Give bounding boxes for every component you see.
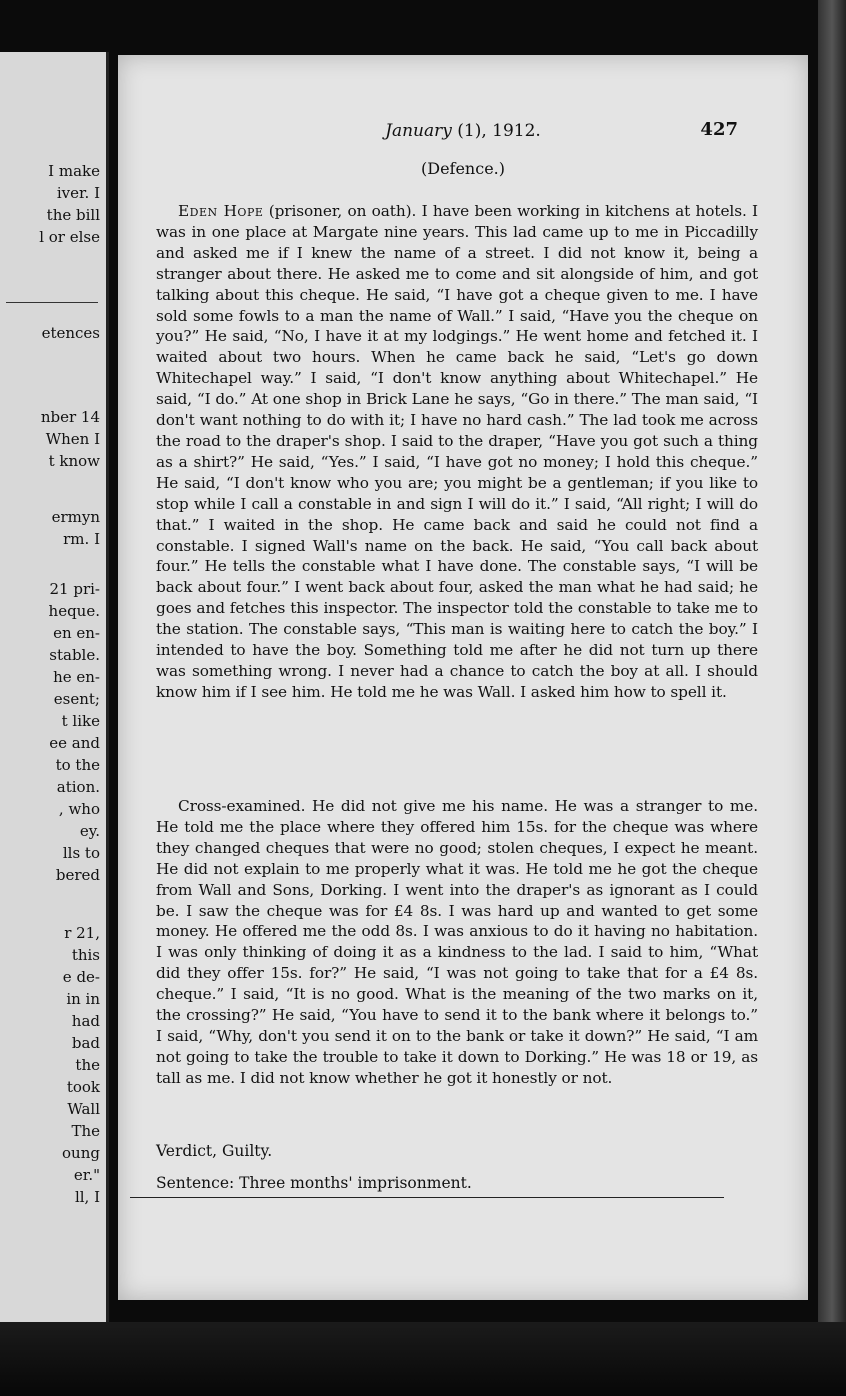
left-page-fragment: er." [73, 1166, 100, 1184]
left-page-fragment: rm. I [63, 530, 100, 548]
left-page-fragment: the [75, 1056, 100, 1074]
prisoner-name: Eden Hope [178, 202, 264, 220]
left-page-fragment: t like [61, 712, 100, 730]
scan-bottom-border [0, 1322, 846, 1396]
left-page-fragment: took [66, 1078, 100, 1096]
left-page-fragment: oung [62, 1144, 100, 1162]
left-page-fragment: stable. [49, 646, 100, 664]
left-page-fragment: , who [58, 800, 100, 818]
verdict: Verdict, Guilty. [156, 1142, 273, 1160]
left-page-fragment: t know [48, 452, 100, 470]
left-page-rule [6, 302, 98, 303]
left-page-fragment: l or else [39, 228, 100, 246]
left-page-fragment: heque. [48, 602, 100, 620]
left-page [0, 52, 109, 1322]
left-page-fragment: When I [45, 430, 100, 448]
page-number: 427 [700, 119, 738, 140]
section-title: (Defence.) [421, 159, 505, 178]
cross-examination-paragraph: Cross-examined. He did not give me his name. He was a stranger to me. He told me the place where they offered him 15s. for the cheque was where they changed cheques that were no good; stolen cheques, I expect he meant. He did not explain to me properly what it was. He told me he got the cheque from Wall and Sons, Dorking. I went into the draper's as ignorant as I could be. I saw the cheque was for £4 8s. I was hard up and wanted to get some money. He offered me the odd 8s. I was anxious to do it having no habitation. I was only thinking of doing it as a kindness to the lad. I said to him, “What did they offer 15s. for?” He said, “I was not going to take that for a £4 8s. cheque.” I said, “It is no good. What is the meaning of the two marks on it, the crossing?” He said, “You have to send it to the bank where it belongs to.” I said, “Why, don't you send it on to the bank or take it down?” He said, “I am not going to take the trouble to take it down to Dorking.” He was 18 or 19, as tall as me. I did not know whether he got it honestly or not. [156, 797, 758, 1087]
left-page-fragment: e de- [62, 968, 100, 986]
left-page-fragment: r 21, [64, 924, 100, 942]
header-date-rest: (1), 1912. [457, 121, 541, 141]
header-month: January [385, 121, 452, 141]
left-page-fragment: I make [48, 162, 100, 180]
left-page-fragment: ermyn [51, 508, 100, 526]
left-page-fragment: iver. I [56, 184, 100, 202]
left-page-fragment: bered [55, 866, 100, 884]
left-page-fragment: etences [41, 324, 100, 342]
cross-examination-block [156, 796, 758, 1089]
left-page-fragment: 21 pri- [49, 580, 100, 598]
defence-text: (prisoner, on oath). I have been working in kitchens at hotels. I was in one place at Margate nine years. This lad came up to me in Piccadilly and asked me if I knew the name of a street. I did not know it, being a stranger about there. He asked me to come and sit alongside of him, and got talking about this cheque. He said, “I have got a cheque given to me. I have sold some fowls to a man the name of Wall.” I said, “Have you the cheque on you?” He said, “No, I have it at my lodgings.” He went home and fetched it. I waited about two hours. When he came back he said, “Let's go down Whitechapel way.” I said, “I don't know anything about Whitechapel.” He said, “I do.” At one shop in Brick Lane he says, “Go in there.” The man said, “I don't want nothing to do with it; I have no hard cash.” The lad took me across the road to the draper's shop. I said to the draper, “Have you got such a thing as a shirt?” He said, “Yes.” I said, “I have got no money; I hold this cheque.” He said, “I don't know who you are; you might be a gentleman; if you like to stop while I call a constable in and sign I will do it.” I said, “All right; I will do that.” I waited in the shop. He came back and said he could not find a constable. I signed Wall's name on the back. He said, “You call back about four.” He tells the constable what I have done. The constable says, “I will be back about four.” I went back about four, asked the man what he had said; he goes and fetches this inspector. The inspector told the constable to take me to the station. The constable says, “This man is waiting here to catch the boy.” I intended to have the boy. Something told me after he did not turn up there was something wrong. I never had a chance to catch the boy at all. I should know him if I see him. He told me he was Wall. I asked him how to spell it. [156, 202, 758, 701]
document-page [118, 55, 808, 1300]
left-page-fragment: ee and [49, 734, 100, 752]
defence-paragraph-block [156, 201, 758, 703]
bottom-rule [130, 1197, 724, 1198]
sentence: Sentence: Three months' imprisonment. [156, 1174, 472, 1192]
left-page-fragment: lls to [62, 844, 100, 862]
left-page-fragment: the bill [46, 206, 100, 224]
left-page-fragment: ll, I [74, 1188, 100, 1206]
left-page-fragment: The [71, 1122, 100, 1140]
left-page-fragment: Wall [67, 1100, 100, 1118]
left-page-fragment: in in [66, 990, 100, 1008]
left-page-fragment: bad [71, 1034, 100, 1052]
left-page-fragment: en en- [53, 624, 100, 642]
left-page-fragment: this [71, 946, 100, 964]
book-edge [818, 0, 846, 1396]
left-page-fragment: esent; [53, 690, 100, 708]
defence-paragraph [156, 201, 758, 703]
left-page-fragment: ation. [56, 778, 100, 796]
left-page-fragment: to the [55, 756, 100, 774]
left-page-fragment: he en- [53, 668, 100, 686]
left-page-fragment: ey. [79, 822, 100, 840]
left-page-fragment: had [71, 1012, 100, 1030]
left-page-fragment: nber 14 [40, 408, 100, 426]
